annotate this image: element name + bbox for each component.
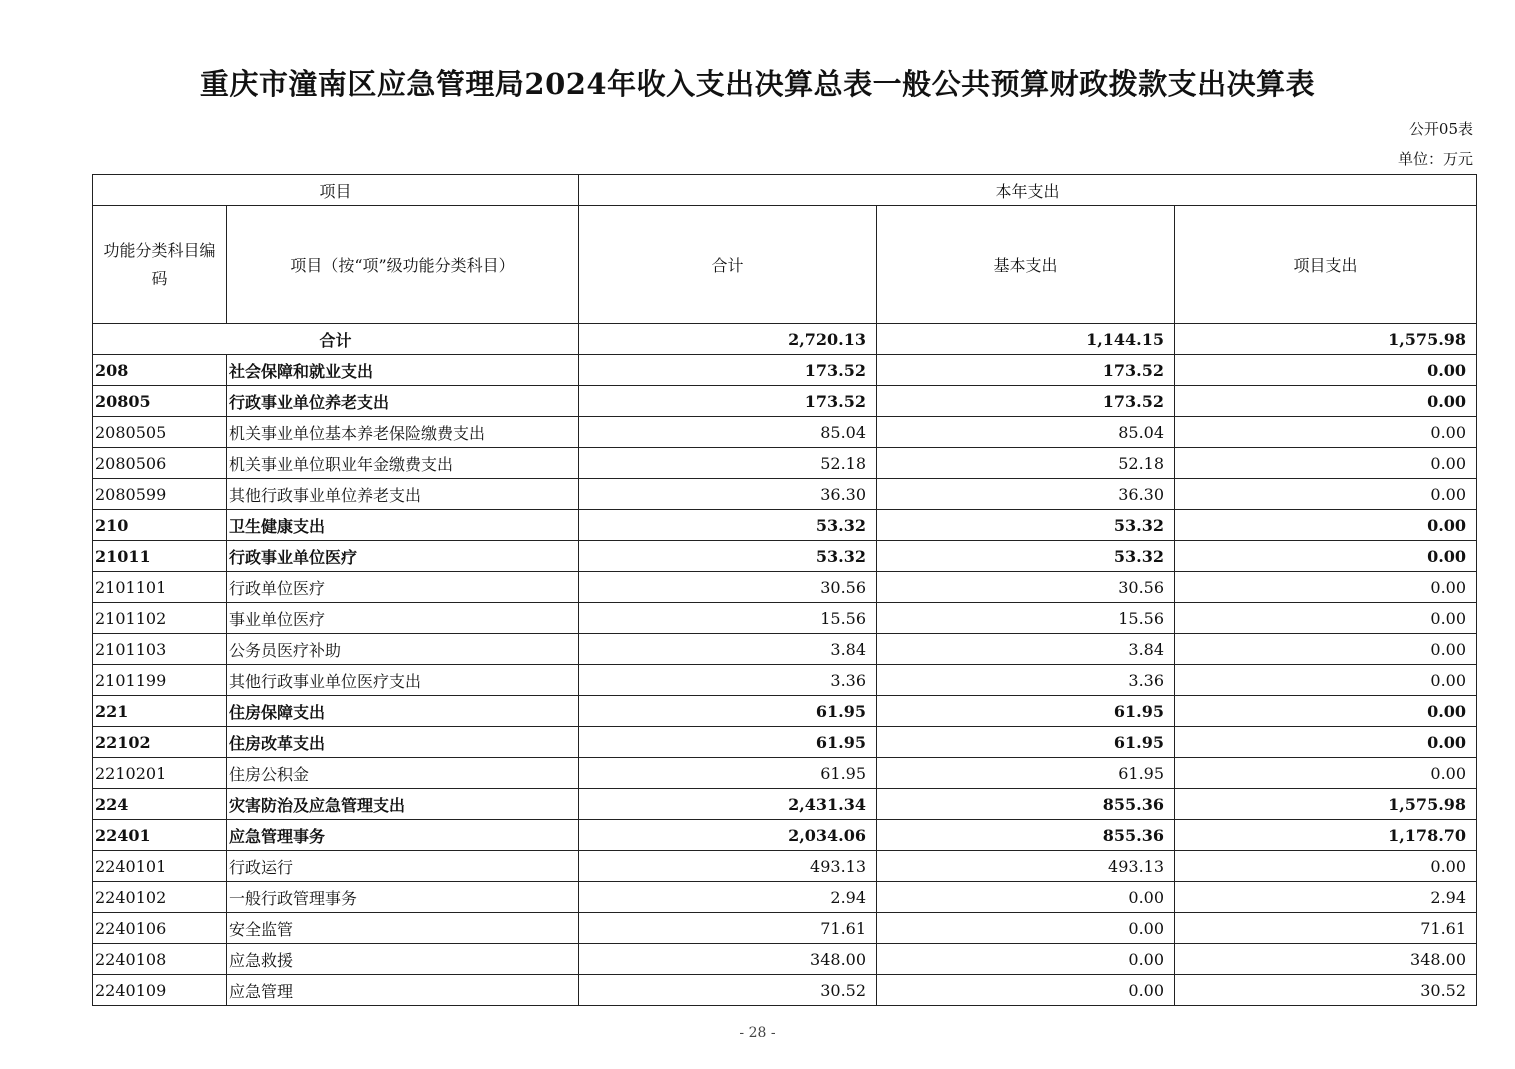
project-cell: 0.00: [1175, 448, 1477, 479]
total-cell: 53.32: [579, 510, 877, 541]
item-name-cell: 其他行政事业单位医疗支出: [227, 665, 579, 696]
header-code: 功能分类科目编码: [93, 206, 227, 324]
basic-cell: 0.00: [877, 975, 1175, 1006]
project-cell: 0.00: [1175, 386, 1477, 417]
total-cell: 2,431.34: [579, 789, 877, 820]
item-name-cell: 行政事业单位医疗: [227, 541, 579, 572]
table-row: [93, 448, 1477, 479]
total-sum: 2,720.13: [579, 324, 877, 355]
project-cell: 0.00: [1175, 727, 1477, 758]
total-cell: 348.00: [579, 944, 877, 975]
table-row: [93, 386, 1477, 417]
item-name-cell: 一般行政管理事务: [227, 882, 579, 913]
project-cell: 0.00: [1175, 541, 1477, 572]
basic-cell: 173.52: [877, 386, 1175, 417]
item-name-cell: 安全监管: [227, 913, 579, 944]
item-name-cell: 事业单位医疗: [227, 603, 579, 634]
header-project: 项目: [93, 175, 579, 206]
total-basic: 1,144.15: [877, 324, 1175, 355]
project-cell: 348.00: [1175, 944, 1477, 975]
unit-label: 单位：万元: [1397, 150, 1473, 168]
code-cell: 208: [93, 355, 227, 386]
basic-cell: 52.18: [877, 448, 1175, 479]
code-cell: 2240101: [93, 851, 227, 882]
header-project-expenditure: 项目支出: [1175, 206, 1477, 324]
header-item: 项目（按“项”级功能分类科目）: [227, 206, 579, 324]
basic-cell: 85.04: [877, 417, 1175, 448]
header-row-group: [93, 175, 1477, 206]
code-cell: 2080599: [93, 479, 227, 510]
total-cell: 71.61: [579, 913, 877, 944]
item-name-cell: 其他行政事业单位养老支出: [227, 479, 579, 510]
table-row: [93, 479, 1477, 510]
item-name-cell: 公务员医疗补助: [227, 634, 579, 665]
total-cell: 61.95: [579, 758, 877, 789]
code-cell: 2240106: [93, 913, 227, 944]
project-cell: 0.00: [1175, 479, 1477, 510]
table-row: [93, 913, 1477, 944]
form-number: 公开05表: [1408, 120, 1473, 138]
code-cell: 22401: [93, 820, 227, 851]
table-row: [93, 882, 1477, 913]
code-cell: 2101101: [93, 572, 227, 603]
item-name-cell: 灾害防治及应急管理支出: [227, 789, 579, 820]
item-name-cell: 应急管理: [227, 975, 579, 1006]
code-cell: 21011: [93, 541, 227, 572]
project-cell: 0.00: [1175, 572, 1477, 603]
project-cell: 71.61: [1175, 913, 1477, 944]
item-name-cell: 机关事业单位基本养老保险缴费支出: [227, 417, 579, 448]
basic-cell: 173.52: [877, 355, 1175, 386]
table-row: [93, 820, 1477, 851]
basic-cell: 3.84: [877, 634, 1175, 665]
basic-cell: 493.13: [877, 851, 1175, 882]
project-cell: 2.94: [1175, 882, 1477, 913]
basic-cell: 15.56: [877, 603, 1175, 634]
item-name-cell: 行政运行: [227, 851, 579, 882]
total-label: 合计: [93, 324, 579, 355]
total-cell: 173.52: [579, 386, 877, 417]
basic-cell: 61.95: [877, 727, 1175, 758]
total-cell: 61.95: [579, 696, 877, 727]
header-total: 合计: [579, 206, 877, 324]
code-cell: 2080506: [93, 448, 227, 479]
code-cell: 2240108: [93, 944, 227, 975]
project-cell: 1,178.70: [1175, 820, 1477, 851]
table-row: [93, 510, 1477, 541]
table-row: [93, 417, 1477, 448]
table-row: [93, 603, 1477, 634]
project-cell: 0.00: [1175, 603, 1477, 634]
total-cell: 52.18: [579, 448, 877, 479]
table-row: [93, 789, 1477, 820]
table-row: [93, 944, 1477, 975]
total-cell: 36.30: [579, 479, 877, 510]
item-name-cell: 住房保障支出: [227, 696, 579, 727]
table-row: [93, 665, 1477, 696]
basic-cell: 61.95: [877, 696, 1175, 727]
page-number: - 28 -: [739, 1025, 776, 1041]
total-cell: 2.94: [579, 882, 877, 913]
basic-cell: 0.00: [877, 944, 1175, 975]
project-cell: 0.00: [1175, 665, 1477, 696]
code-cell: 22102: [93, 727, 227, 758]
item-name-cell: 应急救援: [227, 944, 579, 975]
total-cell: 3.84: [579, 634, 877, 665]
basic-cell: 855.36: [877, 820, 1175, 851]
basic-cell: 36.30: [877, 479, 1175, 510]
table-row: [93, 541, 1477, 572]
project-cell: 0.00: [1175, 851, 1477, 882]
item-name-cell: 卫生健康支出: [227, 510, 579, 541]
project-cell: 0.00: [1175, 355, 1477, 386]
code-cell: 20805: [93, 386, 227, 417]
code-cell: 2101199: [93, 665, 227, 696]
total-cell: 173.52: [579, 355, 877, 386]
basic-cell: 855.36: [877, 789, 1175, 820]
table-row: [93, 758, 1477, 789]
project-cell: 1,575.98: [1175, 789, 1477, 820]
code-cell: 210: [93, 510, 227, 541]
page-title: 重庆市潼南区应急管理局2024年收入支出决算总表一般公共预算财政拨款支出决算表: [199, 67, 1316, 101]
basic-cell: 30.56: [877, 572, 1175, 603]
header-basic: 基本支出: [877, 206, 1175, 324]
project-cell: 0.00: [1175, 417, 1477, 448]
project-cell: 0.00: [1175, 758, 1477, 789]
item-name-cell: 行政单位医疗: [227, 572, 579, 603]
project-cell: 0.00: [1175, 696, 1477, 727]
basic-cell: 0.00: [877, 913, 1175, 944]
basic-cell: 3.36: [877, 665, 1175, 696]
project-cell: 30.52: [1175, 975, 1477, 1006]
project-cell: 0.00: [1175, 510, 1477, 541]
table-row: [93, 355, 1477, 386]
total-cell: 493.13: [579, 851, 877, 882]
total-project: 1,575.98: [1175, 324, 1477, 355]
table-row: [93, 727, 1477, 758]
total-cell: 53.32: [579, 541, 877, 572]
total-cell: 30.52: [579, 975, 877, 1006]
item-name-cell: 住房改革支出: [227, 727, 579, 758]
item-name-cell: 应急管理事务: [227, 820, 579, 851]
basic-cell: 0.00: [877, 882, 1175, 913]
table-row: [93, 851, 1477, 882]
total-cell: 3.36: [579, 665, 877, 696]
table-row: [93, 572, 1477, 603]
basic-cell: 53.32: [877, 510, 1175, 541]
code-cell: 2240102: [93, 882, 227, 913]
code-cell: 2210201: [93, 758, 227, 789]
header-current-year: 本年支出: [579, 175, 1477, 206]
total-cell: 85.04: [579, 417, 877, 448]
item-name-cell: 住房公积金: [227, 758, 579, 789]
total-row: [93, 324, 1477, 355]
code-cell: 2101103: [93, 634, 227, 665]
expenditure-table: [92, 174, 1477, 1006]
item-name-cell: 机关事业单位职业年金缴费支出: [227, 448, 579, 479]
code-cell: 224: [93, 789, 227, 820]
project-cell: 0.00: [1175, 634, 1477, 665]
code-cell: 2240109: [93, 975, 227, 1006]
basic-cell: 61.95: [877, 758, 1175, 789]
item-name-cell: 行政事业单位养老支出: [227, 386, 579, 417]
code-cell: 221: [93, 696, 227, 727]
code-cell: 2101102: [93, 603, 227, 634]
table-row: [93, 696, 1477, 727]
table-row: [93, 975, 1477, 1006]
header-row-columns: [93, 206, 1477, 324]
table-row: [93, 634, 1477, 665]
total-cell: 30.56: [579, 572, 877, 603]
item-name-cell: 社会保障和就业支出: [227, 355, 579, 386]
total-cell: 61.95: [579, 727, 877, 758]
total-cell: 2,034.06: [579, 820, 877, 851]
code-cell: 2080505: [93, 417, 227, 448]
total-cell: 15.56: [579, 603, 877, 634]
basic-cell: 53.32: [877, 541, 1175, 572]
